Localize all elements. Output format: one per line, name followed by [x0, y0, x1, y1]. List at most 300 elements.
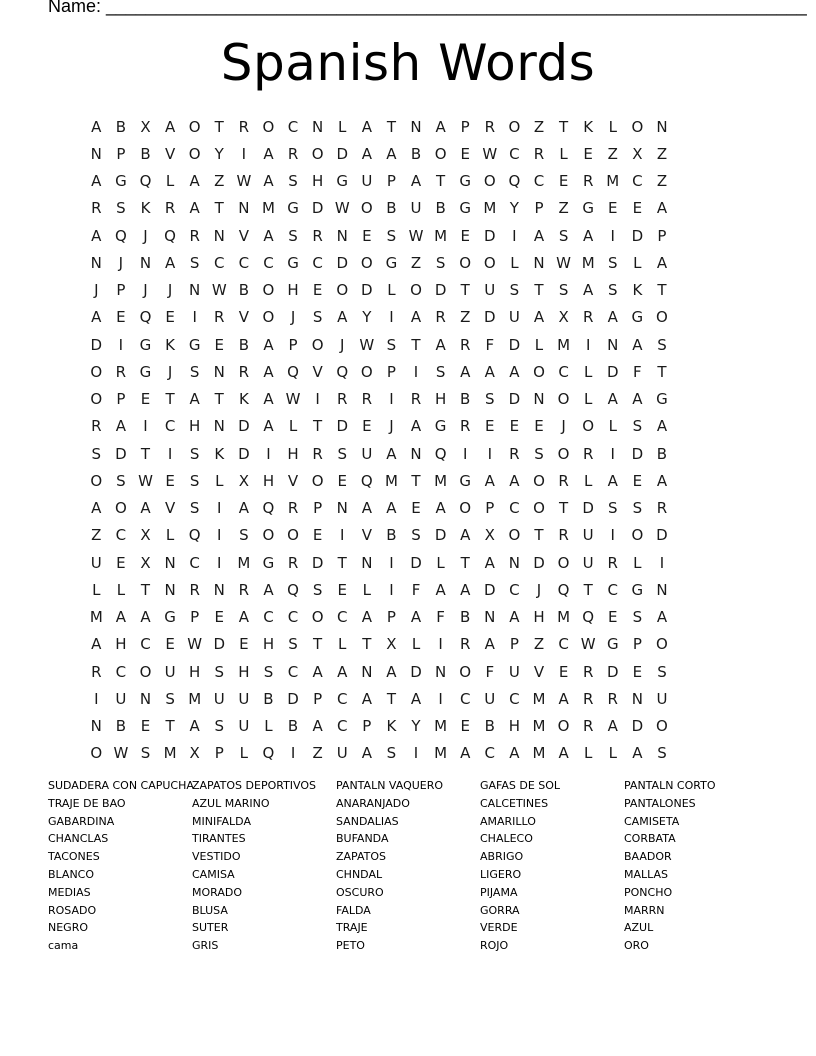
grid-letter: A	[263, 335, 274, 354]
grid-letter: I	[315, 390, 320, 409]
grid-letter: B	[435, 199, 446, 218]
grid-letter: A	[435, 335, 446, 354]
word-list-item: ORO	[624, 939, 649, 953]
grid-letter: K	[632, 281, 643, 300]
grid-row	[84, 168, 674, 195]
grid-letter: R	[91, 199, 102, 218]
grid-letter: C	[189, 553, 200, 572]
grid-letter: U	[484, 281, 496, 300]
grid-letter: A	[361, 689, 372, 708]
grid-letter: I	[143, 417, 148, 436]
grid-row	[84, 304, 674, 331]
grid-letter: R	[115, 362, 127, 381]
grid-row	[84, 113, 674, 140]
grid-letter: T	[411, 471, 421, 490]
grid-letter: G	[582, 199, 594, 218]
word-list-item: VESTIDO	[192, 850, 241, 864]
grid-letter: X	[238, 471, 249, 490]
grid-letter: V	[238, 308, 249, 327]
grid-letter: S	[239, 526, 249, 545]
grid-letter: A	[656, 199, 668, 218]
grid-letter: S	[435, 253, 446, 272]
grid-letter: A	[533, 226, 545, 245]
grid-letter: O	[557, 717, 570, 736]
grid-letter: R	[238, 362, 250, 381]
grid-letter: I	[487, 444, 493, 463]
grid-letter: T	[657, 281, 667, 300]
word-list-item: GORRA	[480, 903, 520, 917]
grid-letter: A	[140, 499, 151, 518]
grid-letter: P	[288, 335, 298, 354]
word-list-item: TIRANTES	[192, 832, 246, 846]
grid-letter: O	[287, 526, 299, 545]
grid-letter: C	[509, 689, 520, 708]
grid-letter: R	[189, 580, 200, 599]
grid-letter: N	[631, 689, 643, 708]
grid-letter: M	[237, 553, 251, 572]
grid-letter: R	[582, 689, 594, 708]
grid-letter: S	[534, 444, 544, 463]
grid-letter: O	[262, 526, 275, 545]
grid-letter: I	[585, 335, 591, 354]
grid-letter: E	[460, 226, 470, 245]
grid-letter: Q	[164, 226, 176, 245]
grid-letter: S	[435, 362, 446, 381]
grid-letter: A	[607, 390, 618, 409]
grid-letter: Z	[607, 144, 618, 163]
grid-letter: E	[608, 199, 618, 218]
grid-letter: R	[459, 417, 471, 436]
grid-letter: P	[214, 744, 224, 763]
grid-letter: A	[361, 744, 372, 763]
grid-letter: X	[140, 553, 151, 572]
grid-letter: H	[189, 662, 201, 681]
grid-letter: I	[610, 526, 615, 545]
grid-letter: A	[189, 390, 200, 409]
word-list-item: AMARILLO	[480, 814, 536, 828]
grid-letter: Z	[410, 253, 422, 272]
grid-letter: Q	[262, 499, 275, 518]
word-list	[48, 777, 768, 955]
grid-letter: R	[509, 444, 520, 463]
grid-letter: G	[287, 253, 299, 272]
grid-letter: T	[313, 417, 323, 436]
grid-letter: B	[238, 281, 249, 300]
grid-letter: R	[91, 662, 102, 681]
grid-letter: D	[336, 253, 349, 272]
grid-letter: U	[656, 689, 668, 708]
grid-letter: A	[460, 362, 471, 381]
grid-letter: E	[165, 471, 175, 490]
grid-letter: C	[558, 635, 569, 654]
grid-letter: Q	[139, 308, 152, 327]
grid-letter: A	[460, 744, 471, 763]
grid-letter: B	[484, 717, 495, 736]
grid-letter: A	[410, 417, 422, 436]
grid-letter: M	[606, 172, 620, 191]
grid-letter: R	[582, 444, 594, 463]
grid-letter: I	[659, 553, 665, 572]
word-list-item: NEGRO	[48, 921, 89, 935]
grid-letter: V	[164, 499, 176, 518]
grid-letter: E	[362, 226, 372, 245]
word-list-item: BLANCO	[48, 867, 95, 881]
grid-letter: N	[484, 608, 496, 627]
grid-letter: E	[583, 144, 593, 163]
grid-letter: U	[582, 553, 594, 572]
grid-letter: S	[657, 744, 667, 763]
grid-letter: S	[337, 444, 347, 463]
grid-letter: T	[558, 499, 569, 518]
grid-letter: G	[459, 172, 472, 191]
grid-letter: A	[484, 471, 495, 490]
grid-letter: N	[410, 117, 422, 136]
grid-row	[84, 658, 674, 685]
grid-letter: S	[189, 253, 200, 272]
grid-letter: W	[138, 471, 153, 490]
grid-letter: R	[287, 553, 299, 572]
grid-letter: W	[236, 172, 252, 191]
grid-letter: B	[410, 144, 422, 163]
grid-letter: S	[386, 744, 397, 763]
grid-letter: U	[582, 526, 594, 545]
grid-letter: R	[558, 471, 569, 490]
grid-letter: M	[483, 199, 497, 218]
grid-letter: A	[386, 662, 397, 681]
grid-letter: N	[189, 281, 201, 300]
grid-letter: Y	[509, 199, 519, 218]
grid-letter: O	[459, 662, 472, 681]
grid-letter: C	[558, 362, 569, 381]
grid-letter: R	[312, 226, 323, 245]
grid-letter: L	[239, 744, 249, 763]
grid-letter: E	[239, 635, 249, 654]
grid-letter: D	[582, 499, 594, 518]
grid-letter: J	[94, 281, 99, 300]
grid-letter: D	[656, 526, 668, 545]
grid-letter: S	[632, 417, 643, 436]
grid-letter: R	[164, 199, 176, 218]
grid-letter: A	[263, 390, 274, 409]
grid-letter: O	[410, 281, 422, 300]
grid-letter: C	[287, 662, 299, 681]
grid-letter: L	[436, 553, 445, 572]
grid-letter: S	[288, 226, 298, 245]
grid-letter: R	[410, 390, 422, 409]
grid-letter: C	[607, 580, 618, 599]
grid-letter: A	[558, 744, 569, 763]
grid-letter: J	[143, 281, 148, 300]
grid-letter: N	[164, 580, 176, 599]
grid-letter: L	[510, 253, 519, 272]
grid-letter: A	[435, 117, 446, 136]
word-list-item: AZUL MARINO	[192, 796, 270, 810]
grid-letter: J	[167, 362, 173, 381]
grid-letter: R	[459, 635, 471, 654]
grid-letter: O	[360, 362, 373, 381]
grid-letter: U	[484, 689, 496, 708]
grid-letter: X	[140, 526, 151, 545]
grid-letter: A	[386, 144, 397, 163]
grid-letter: E	[362, 417, 372, 436]
grid-letter: A	[361, 117, 372, 136]
grid-letter: D	[631, 717, 644, 736]
grid-letter: S	[214, 717, 225, 736]
grid-letter: Q	[582, 608, 595, 627]
grid-letter: F	[411, 580, 421, 599]
grid-letter: C	[263, 608, 274, 627]
grid-letter: A	[91, 172, 102, 191]
grid-letter: W	[482, 144, 498, 163]
grid-letter: S	[189, 499, 200, 518]
grid-letter: P	[460, 117, 470, 136]
grid-letter: X	[189, 744, 200, 763]
grid-letter: D	[484, 226, 496, 245]
grid-letter: C	[263, 253, 274, 272]
grid-letter: A	[386, 444, 397, 463]
grid-letter: C	[336, 689, 348, 708]
grid-letter: J	[118, 253, 124, 272]
grid-letter: S	[189, 362, 200, 381]
word-list-item: GABARDINA	[48, 814, 115, 828]
grid-letter: U	[361, 444, 373, 463]
grid-letter: D	[484, 580, 496, 599]
grid-letter: A	[509, 471, 520, 490]
word-list-item: ROJO	[480, 939, 509, 953]
word-list-item: MEDIAS	[48, 885, 91, 899]
grid-letter: E	[312, 526, 323, 545]
grid-letter: N	[164, 553, 176, 572]
grid-letter: Z	[312, 744, 323, 763]
grid-letter: M	[532, 744, 546, 763]
grid-letter: E	[632, 471, 643, 490]
grid-letter: A	[91, 499, 102, 518]
grid-letter: L	[362, 580, 371, 599]
grid-letter: G	[385, 253, 398, 272]
grid-letter: Y	[214, 144, 224, 163]
grid-letter: A	[656, 471, 668, 490]
grid-letter: F	[633, 362, 642, 381]
grid-letter: K	[583, 117, 594, 136]
grid-row	[84, 631, 674, 658]
grid-letter: Q	[336, 362, 349, 381]
grid-letter: A	[410, 308, 422, 327]
grid-letter: E	[485, 417, 495, 436]
grid-letter: Y	[411, 717, 421, 736]
grid-letter: R	[361, 390, 373, 409]
grid-letter: N	[607, 335, 619, 354]
grid-letter: A	[263, 226, 274, 245]
grid-letter: X	[632, 144, 643, 163]
grid-letter: A	[164, 253, 176, 272]
grid-row	[84, 140, 674, 167]
grid-letter: A	[263, 172, 274, 191]
grid-letter: K	[386, 717, 397, 736]
grid-letter: D	[238, 444, 250, 463]
grid-letter: J	[143, 226, 148, 245]
grid-row	[84, 740, 674, 767]
grid-letter: R	[607, 689, 618, 708]
word-list-item: ZAPATOS	[336, 850, 387, 864]
grid-letter: N	[656, 117, 668, 136]
grid-letter: A	[410, 689, 422, 708]
grid-letter: G	[459, 199, 472, 218]
grid-letter: D	[606, 662, 619, 681]
grid-letter: U	[238, 717, 250, 736]
grid-letter: I	[241, 144, 247, 163]
word-list-item: BAADOR	[624, 850, 672, 864]
grid-letter: Z	[460, 308, 471, 327]
grid-letter: S	[189, 444, 200, 463]
grid-letter: D	[410, 553, 422, 572]
grid-letter: T	[534, 281, 544, 300]
grid-letter: T	[460, 281, 470, 300]
grid-letter: A	[164, 117, 176, 136]
grid-letter: I	[610, 226, 615, 245]
grid-letter: G	[631, 580, 644, 599]
word-list-item: ZAPATOS DEPORTIVOS	[192, 779, 317, 792]
grid-letter: B	[386, 199, 397, 218]
grid-letter: L	[387, 281, 396, 300]
grid-letter: H	[312, 172, 324, 191]
grid-letter: F	[436, 608, 445, 627]
grid-letter: H	[434, 390, 447, 409]
grid-letter: D	[115, 444, 127, 463]
grid-letter: O	[533, 362, 545, 381]
grid-letter: A	[410, 172, 422, 191]
grid-letter: L	[633, 553, 642, 572]
grid-letter: K	[140, 199, 151, 218]
grid-letter: O	[139, 662, 152, 681]
grid-letter: O	[360, 199, 373, 218]
grid-letter: P	[313, 689, 323, 708]
grid-letter: O	[483, 172, 496, 191]
grid-letter: A	[607, 471, 618, 490]
grid-letter: Z	[558, 199, 569, 218]
grid-letter: D	[434, 526, 447, 545]
grid-letter: G	[631, 308, 644, 327]
grid-letter: D	[90, 335, 103, 354]
grid-letter: I	[217, 526, 222, 545]
grid-letter: H	[189, 417, 201, 436]
grid-letter: I	[438, 689, 443, 708]
grid-letter: A	[189, 717, 200, 736]
grid-letter: L	[116, 580, 126, 599]
grid-letter: L	[534, 335, 544, 354]
name-field-line: Name: ______________________________________________________________________	[48, 0, 807, 16]
grid-letter: A	[263, 580, 274, 599]
grid-letter: P	[534, 199, 544, 218]
grid-letter: N	[139, 253, 152, 272]
grid-letter: N	[361, 662, 373, 681]
grid-letter: N	[139, 689, 152, 708]
grid-letter: T	[460, 553, 470, 572]
word-list-item: CORBATA	[624, 832, 676, 846]
grid-letter: C	[484, 744, 496, 763]
grid-letter: T	[140, 580, 151, 599]
word-list-item: MALLAS	[624, 867, 669, 881]
grid-letter: Z	[214, 172, 225, 191]
grid-letter: S	[657, 662, 667, 681]
grid-letter: W	[113, 744, 129, 763]
grid-letter: V	[533, 662, 545, 681]
grid-letter: C	[287, 117, 299, 136]
grid-letter: A	[533, 308, 545, 327]
grid-letter: O	[631, 117, 644, 136]
grid-letter: D	[410, 662, 422, 681]
grid-letter: T	[362, 635, 372, 654]
grid-letter: O	[90, 362, 103, 381]
grid-letter: A	[509, 744, 520, 763]
grid-letter: L	[165, 526, 175, 545]
grid-letter: L	[583, 390, 593, 409]
grid-letter: C	[632, 172, 643, 191]
grid-letter: D	[311, 199, 324, 218]
grid-letter: Y	[362, 308, 372, 327]
grid-letter: G	[434, 417, 447, 436]
grid-letter: M	[532, 689, 546, 708]
grid-letter: D	[311, 553, 324, 572]
grid-letter: I	[94, 689, 99, 708]
grid-letter: D	[508, 335, 521, 354]
grid-letter: O	[533, 499, 545, 518]
grid-letter: W	[187, 635, 203, 654]
grid-row	[84, 604, 674, 631]
word-list-item: BUFANDA	[336, 832, 389, 846]
grid-letter: Q	[508, 172, 521, 191]
grid-letter: C	[336, 608, 348, 627]
grid-letter: A	[115, 417, 127, 436]
grid-letter: O	[508, 526, 521, 545]
grid-letter: P	[386, 172, 396, 191]
grid-letter: O	[533, 471, 545, 490]
grid-letter: B	[386, 526, 397, 545]
grid-letter: M	[89, 608, 103, 627]
grid-letter: S	[558, 226, 569, 245]
grid-letter: R	[582, 172, 594, 191]
grid-letter: R	[459, 335, 471, 354]
grid-letter: E	[214, 608, 224, 627]
grid-letter: R	[214, 308, 225, 327]
grid-letter: M	[557, 335, 571, 354]
grid-letter: X	[558, 308, 569, 327]
grid-letter: C	[509, 580, 520, 599]
grid-letter: Q	[557, 580, 570, 599]
grid-letter: R	[607, 553, 618, 572]
grid-letter: T	[657, 362, 667, 381]
grid-letter: N	[213, 362, 225, 381]
grid-letter: O	[90, 471, 103, 490]
word-list-item: MARRN	[624, 903, 665, 917]
grid-letter: E	[116, 308, 126, 327]
grid-letter: I	[389, 308, 394, 327]
grid-letter: A	[632, 390, 643, 409]
word-list-item: PANTALONES	[624, 796, 696, 810]
word-list-item: SANDALIAS	[336, 814, 399, 828]
grid-letter: H	[238, 662, 250, 681]
grid-letter: S	[558, 281, 569, 300]
grid-letter: Q	[188, 526, 201, 545]
word-list-item: TRAJE DE BAO	[48, 796, 126, 810]
grid-letter: G	[606, 635, 619, 654]
grid-letter: Q	[287, 580, 299, 599]
grid-letter: W	[285, 390, 301, 409]
grid-letter: E	[558, 662, 569, 681]
grid-letter: I	[462, 444, 468, 463]
grid-letter: A	[410, 608, 422, 627]
grid-letter: O	[557, 553, 570, 572]
grid-letter: W	[359, 335, 375, 354]
